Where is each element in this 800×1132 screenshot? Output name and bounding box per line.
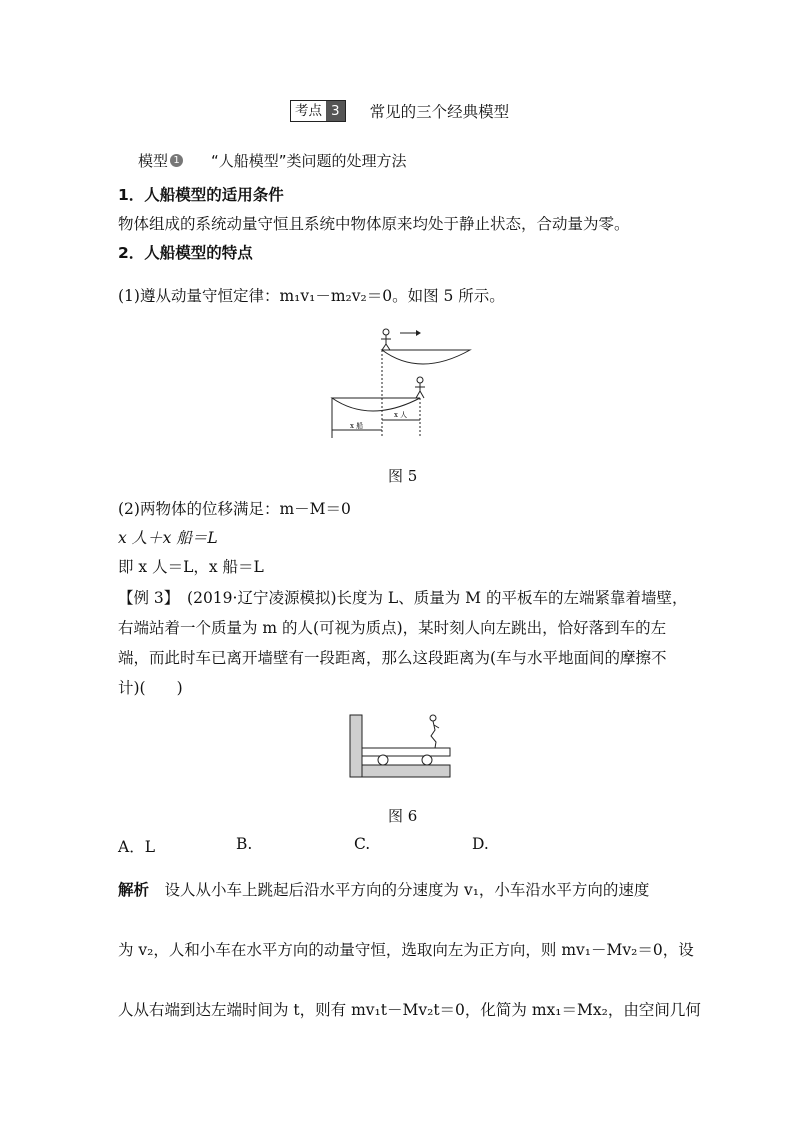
topic-tag-label: 考点 bbox=[295, 103, 322, 119]
model-number-badge: 1 bbox=[170, 154, 183, 167]
solution-line-1 bbox=[118, 878, 649, 900]
section-header bbox=[290, 98, 509, 124]
option-d[interactable]: D. bbox=[472, 835, 489, 853]
figure-5-label-boat: x 船 bbox=[350, 422, 364, 430]
example-line-2: 右端站着一个质量为 m 的人(可视为质点)，某时刻人向左跳出，恰好落到车的左 bbox=[118, 619, 667, 637]
solution-text-1: 设人从小车上跳起后沿水平方向的分速度为 v₁，小车沿水平方向的速度 bbox=[149, 881, 650, 899]
model-label: 模型 bbox=[138, 152, 169, 170]
subsection-2-item-2: (2)两物体的位移满足：m－M＝0 bbox=[118, 500, 351, 518]
option-c[interactable]: C. bbox=[354, 835, 371, 853]
topic-tag-number: 3 bbox=[326, 101, 345, 121]
figure-6-diagram bbox=[345, 710, 455, 780]
figure-5-diagram bbox=[320, 320, 480, 440]
option-a[interactable]: A．L bbox=[118, 838, 155, 856]
subsection-1-title: 1．人船模型的适用条件 bbox=[118, 186, 284, 204]
example-line-3: 端，而此时车已离开墙壁有一段距离，那么这段距离为(车与水平地面间的摩擦不 bbox=[118, 649, 667, 667]
subsection-2-title: 2．人船模型的特点 bbox=[118, 244, 253, 262]
answer-options bbox=[118, 835, 590, 857]
solution-line-2: 为 v₂，人和小车在水平方向的动量守恒，选取向左为正方向，则 mv₁－Mv₂＝0，设 bbox=[118, 941, 694, 959]
topic-tag bbox=[290, 100, 346, 122]
example-line-4: 计)( ) bbox=[118, 679, 183, 697]
model-title: “人船模型”类问题的处理方法 bbox=[211, 152, 407, 170]
solution-label: 解析 bbox=[118, 881, 150, 899]
section-title: 常见的三个经典模型 bbox=[369, 103, 510, 121]
option-b[interactable]: B. bbox=[236, 835, 253, 853]
subsection-1-body: 物体组成的系统动量守恒且系统中物体原来均处于静止状态，合动量为零。 bbox=[118, 215, 630, 233]
example-line-1: 【例 3】 (2019·辽宁凌源模拟)长度为 L、质量为 M 的平板车的左端紧靠着墙壁， bbox=[118, 589, 688, 607]
figure-5-caption: 图 5 bbox=[388, 467, 418, 485]
figure-5-label-person: x 人 bbox=[394, 411, 408, 419]
solution-line-3: 人从右端到达左端时间为 t，则有 mv₁t－Mv₂t＝0，化简为 mx₁＝Mx₂，由空间几何 bbox=[118, 1001, 701, 1019]
subsection-2-item-1: (1)遵从动量守恒定律：m₁v₁－m₂v₂＝0。如图 5 所示。 bbox=[118, 287, 505, 305]
model-heading bbox=[138, 150, 407, 171]
figure-6-caption: 图 6 bbox=[388, 807, 418, 825]
equation-sum: x 人＋x 船＝L bbox=[118, 529, 218, 547]
equation-result: 即 x 人＝L，x 船＝L bbox=[118, 558, 264, 576]
